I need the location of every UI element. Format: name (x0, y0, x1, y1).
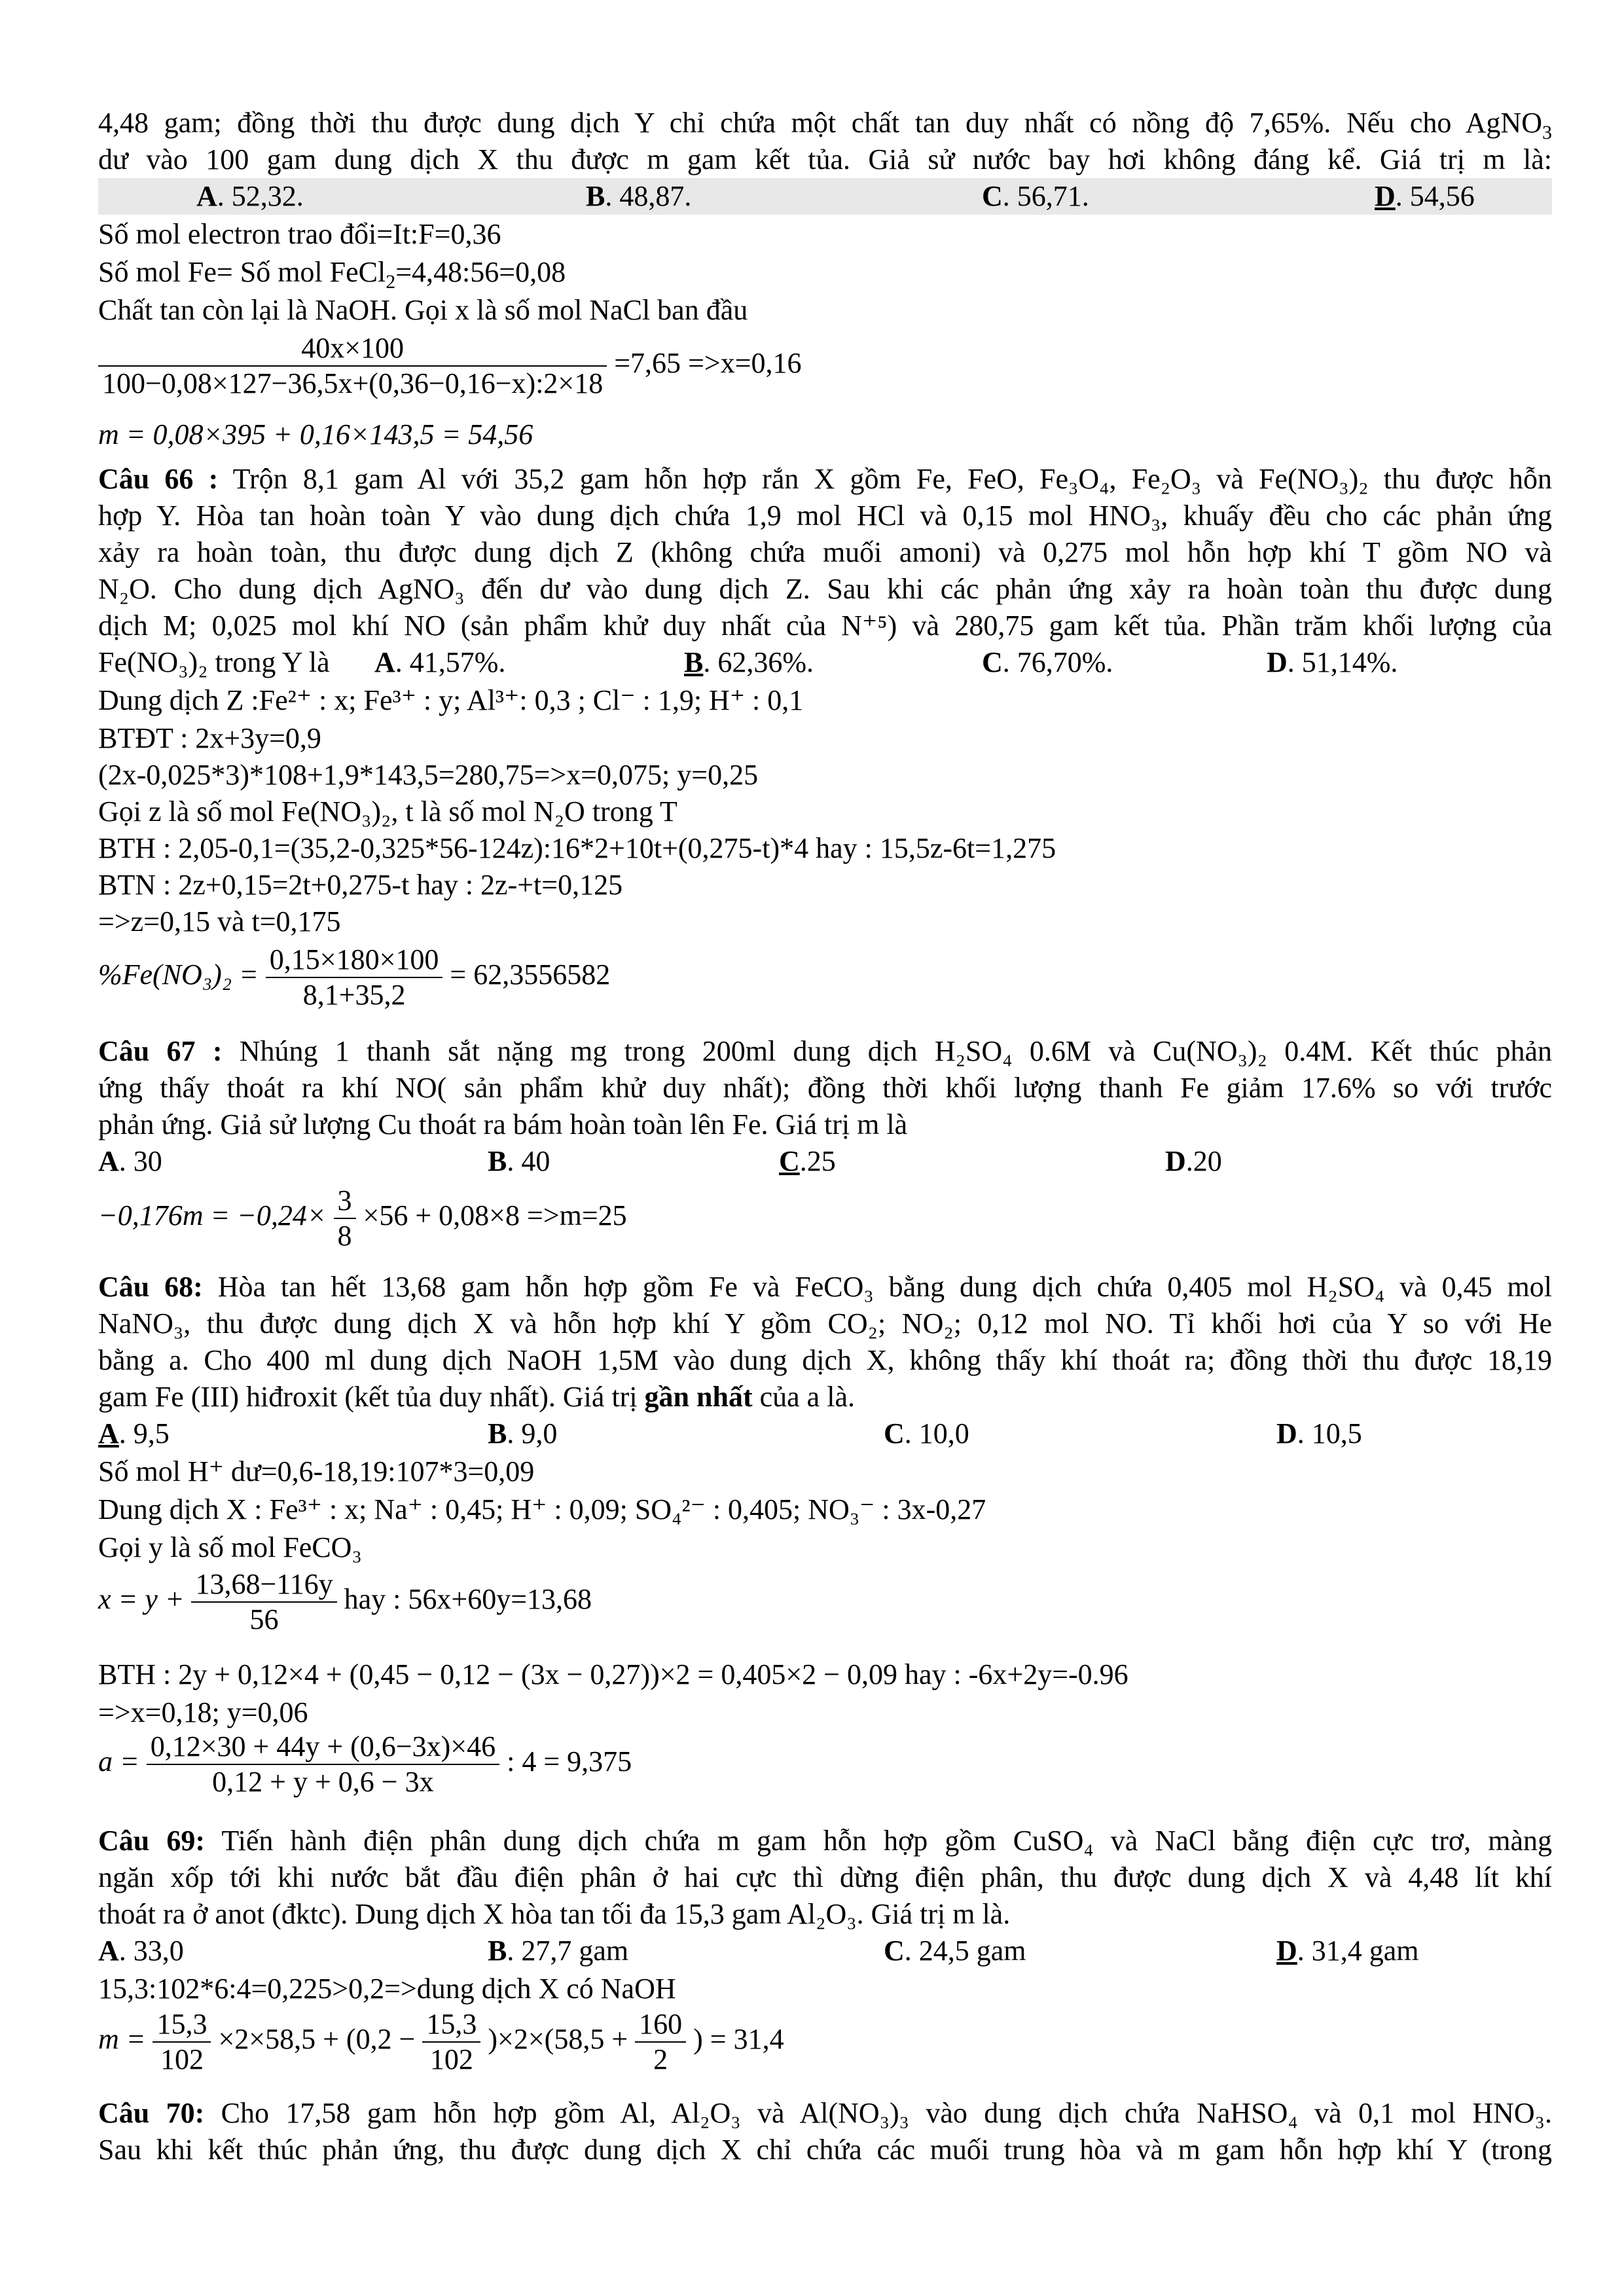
question-68-options (98, 1415, 1552, 1452)
answer-options (98, 178, 1552, 215)
question-text-line: dư vào 100 gam dung dịch X thu được m gam kết tủa. Giả sử nước bay hơi không đáng kể. Giá trị m là: (98, 143, 1552, 175)
question-68-line: Câu 68: Hòa tan hết 13,68 gam hỗn hợp gồm Fe và FeCO₃ bằng dung dịch chứa 0,405 mol H₂SO₄ và 0,45 mol (98, 1271, 1552, 1303)
option-c: C. 56,71. (982, 180, 1089, 212)
question-67-options (98, 1143, 1552, 1180)
question-68-line: gam Fe (III) hiđroxit (kết tủa duy nhất). Giá trị gần nhất của a là. (98, 1381, 855, 1413)
solution-line: 15,3:102*6:4=0,225>0,2=>dung dịch X có NaOH (98, 1973, 676, 2005)
question-text-line: 4,48 gam; đồng thời thu được dung dịch Y chỉ chứa một chất tan duy nhất có nồng độ 7,65%. Nếu cho AgNO$_3$ (98, 107, 1552, 143)
option-d: D. 10,5 (1276, 1417, 1362, 1449)
option-b: B. 27,7 gam (488, 1935, 629, 1967)
equation-bth: BTH : 2y + 0,12×4 + (0,45 − 0,12 − (3x − 0,27))×2 = 0,405×2 − 0,09 hay : -6x+2y=-0.96 (98, 1658, 1128, 1690)
option-b-correct: B. 62,36%. (684, 646, 814, 678)
equation-a: a = $\frac{0,12\times 30 + 44y + (0,6-3x)\times 46}{0,12 + y + 0,6 - 3x}$ : 4 = 9,375 (98, 1730, 632, 1798)
solution-line: Số mol electron trao đổi=It:F=0,36 (98, 218, 501, 250)
option-b: B. 9,0 (488, 1417, 558, 1449)
option-d: D. 51,14%. (1267, 646, 1398, 678)
solution-line: Dung dịch Z :Fe²⁺ : x; Fe³⁺ : y; Al³⁺: 0,3 ; Cl⁻ : 1,9; H⁺ : 0,1 (98, 684, 804, 716)
option-a: A. 33,0 (98, 1935, 184, 1967)
solution-line: Số mol H⁺ dư=0,6-18,19:107*3=0,09 (98, 1455, 535, 1487)
option-d-correct: D. 54,56 (1375, 180, 1475, 212)
option-a-correct: A. 9,5 (98, 1417, 170, 1449)
question-69-options (98, 1933, 1552, 1969)
solution-line: BTN : 2z+0,15=2t+0,275-t hay : 2z-+t=0,125 (98, 869, 623, 901)
question-67-line: ứng thấy thoát ra khí NO( sản phẩm khử duy nhất); đồng thời khối lượng thanh Fe giảm 17.6% so với trước (98, 1072, 1552, 1104)
question-68-line: NaNO₃, thu được dung dịch X và hỗn hợp khí Y gồm CO₂; NO₂; 0,12 mol NO. Tỉ khối hơi của Y so với He (98, 1307, 1552, 1339)
question-69-line: Câu 69: Tiến hành điện phân dung dịch chứa m gam hỗn hợp gồm CuSO₄ và NaCl bằng điện cực trơ, màng (98, 1825, 1552, 1857)
question-70-line: Câu 70: Cho 17,58 gam hỗn hợp gồm Al, Al₂O₃ và Al(NO₃)₃ vào dung dịch chứa NaHSO₄ và 0,1 mol HNO₃. (98, 2097, 1552, 2129)
option-d: D.20 (1165, 1145, 1222, 1177)
question-68-line: bằng a. Cho 400 ml dung dịch NaOH 1,5M vào dung dịch X, không thấy khí thoát ra; đồng thời thu được 18,19 (98, 1344, 1552, 1376)
option-b: B. 40 (488, 1145, 550, 1177)
solution-line: Số mol Fe= Số mol FeCl$_2$=4,48:56=0,08 (98, 256, 566, 293)
question-70-line: Sau khi kết thúc phản ứng, thu được dung dịch X chỉ chứa các muối trung hòa và m gam hỗn hợp khí Y (trong (98, 2134, 1552, 2166)
question-69-line: thoát ra ở anot (đktc). Dung dịch X hòa tan tối đa 15,3 gam Al₂O₃. Giá trị m là. (98, 1898, 1011, 1930)
option-c: C. 10,0 (884, 1417, 969, 1449)
option-b: B. 48,87. (586, 180, 692, 212)
question-66-options: Fe(NO₃)₂ trong Y là A. 41,57%. B. 62,36%. C. 76,70%. D. 51,14%. (98, 644, 1552, 681)
equation-nacl: $\frac{40x\times 100}{100-0,08\times 127-36,5x+(0,36-0,16-x):2\times 18}$ =7,65 =>x=0,16 (98, 331, 802, 401)
question-66-line: N₂O. Cho dung dịch AgNO₃ đến dư vào dung dịch Z. Sau khi các phản ứng xảy ra hoàn toàn thu được dung (98, 573, 1552, 605)
question-67-line: phản ứng. Giả sử lượng Cu thoát ra bám hoàn toàn lên Fe. Giá trị m là (98, 1108, 908, 1140)
equation-m: m = $\frac{15,3}{102}$ ×2×58,5 + (0,2 − $\frac{15,3}{102}$ )×2×(58,5 + $\frac{160}{2}$ ) = 31,4 (98, 2008, 784, 2075)
solution-line: BTH : 2,05-0,1=(35,2-0,325*56-124z):16*2+10t+(0,275-t)*4 hay : 15,5z-6t=1,275 (98, 832, 1056, 864)
option-a: A. 41,57%. (374, 646, 506, 678)
solution-line: BTĐT : 2x+3y=0,9 (98, 722, 321, 754)
solution-line: Dung dịch X : Fe³⁺ : x; Na⁺ : 0,45; H⁺ : 0,09; SO₄²⁻ : 0,405; NO₃⁻ : 3x-0,27 (98, 1493, 986, 1525)
solution-line: Gọi y là số mol FeCO₃ (98, 1531, 362, 1563)
option-c: C. 76,70%. (982, 646, 1113, 678)
equation-fe-mass: −0,176m = −0,24× $\frac{3}{8}$ ×56 + 0,08×8 =>m=25 (98, 1184, 627, 1252)
question-66-line: hợp Y. Hòa tan hoàn toàn Y vào dung dịch chứa 1,9 mol HCl và 0,15 mol HNO₃, khuấy đều cho các phản ứng (98, 500, 1552, 532)
solution-line: =>z=0,15 và t=0,175 (98, 905, 341, 938)
option-c: C. 24,5 gam (884, 1935, 1026, 1967)
solution-line: =>x=0,18; y=0,06 (98, 1696, 308, 1728)
solution-line: (2x-0,025*3)*108+1,9*143,5=280,75=>x=0,075; y=0,25 (98, 759, 759, 791)
question-66-line: xảy ra hoàn toàn, thu được dung dịch Z (không chứa muối amoni) và 0,275 mol hỗn hợp khí T gồm NO và (98, 536, 1552, 568)
question-69-line: ngăn xốp tới khi nước bắt đầu điện phân ở hai cực thì dừng điện phân, thu được dung dịch X và 4,48 lít khí (98, 1861, 1552, 1893)
solution-line: Gọi z là số mol Fe(NO₃)₂, t là số mol N₂O trong T (98, 795, 677, 828)
option-a: A. 52,32. (196, 180, 304, 212)
option-d-correct: D. 31,4 gam (1276, 1935, 1419, 1967)
equation-x-y: x = y + $\frac{13,68-116y}{56}$ hay : 56x+60y=13,68 (98, 1568, 592, 1635)
option-a: A. 30 (98, 1145, 162, 1177)
question-66-line: Câu 66 : Trộn 8,1 gam Al với 35,2 gam hỗn hợp rắn X gồm Fe, FeO, Fe₃O₄, Fe₂O₃ và Fe(NO₃)₂ thu được hỗn (98, 463, 1553, 495)
equation-mass: m = 0,08×395 + 0,16×143,5 = 54,56 (98, 418, 533, 450)
question-67-line: Câu 67 : Nhúng 1 thanh sắt nặng mg trong 200ml dung dịch H₂SO₄ 0.6M và Cu(NO₃)₂ 0.4M. Kết thúc phản (98, 1035, 1552, 1067)
equation-percent: %Fe(NO₃)₂ = $\frac{0,15\times 180\times 100}{8,1+35,2}$ = 62,3556582 (98, 943, 611, 1011)
question-66-line: dịch M; 0,025 mol khí NO (sản phẩm khử duy nhất của N⁺⁵) và 280,75 gam kết tủa. Phần trăm khối lượng của (98, 610, 1552, 642)
option-c-correct: C.25 (779, 1145, 836, 1177)
solution-line: Chất tan còn lại là NaOH. Gọi x là số mol NaCl ban đầu (98, 294, 748, 326)
